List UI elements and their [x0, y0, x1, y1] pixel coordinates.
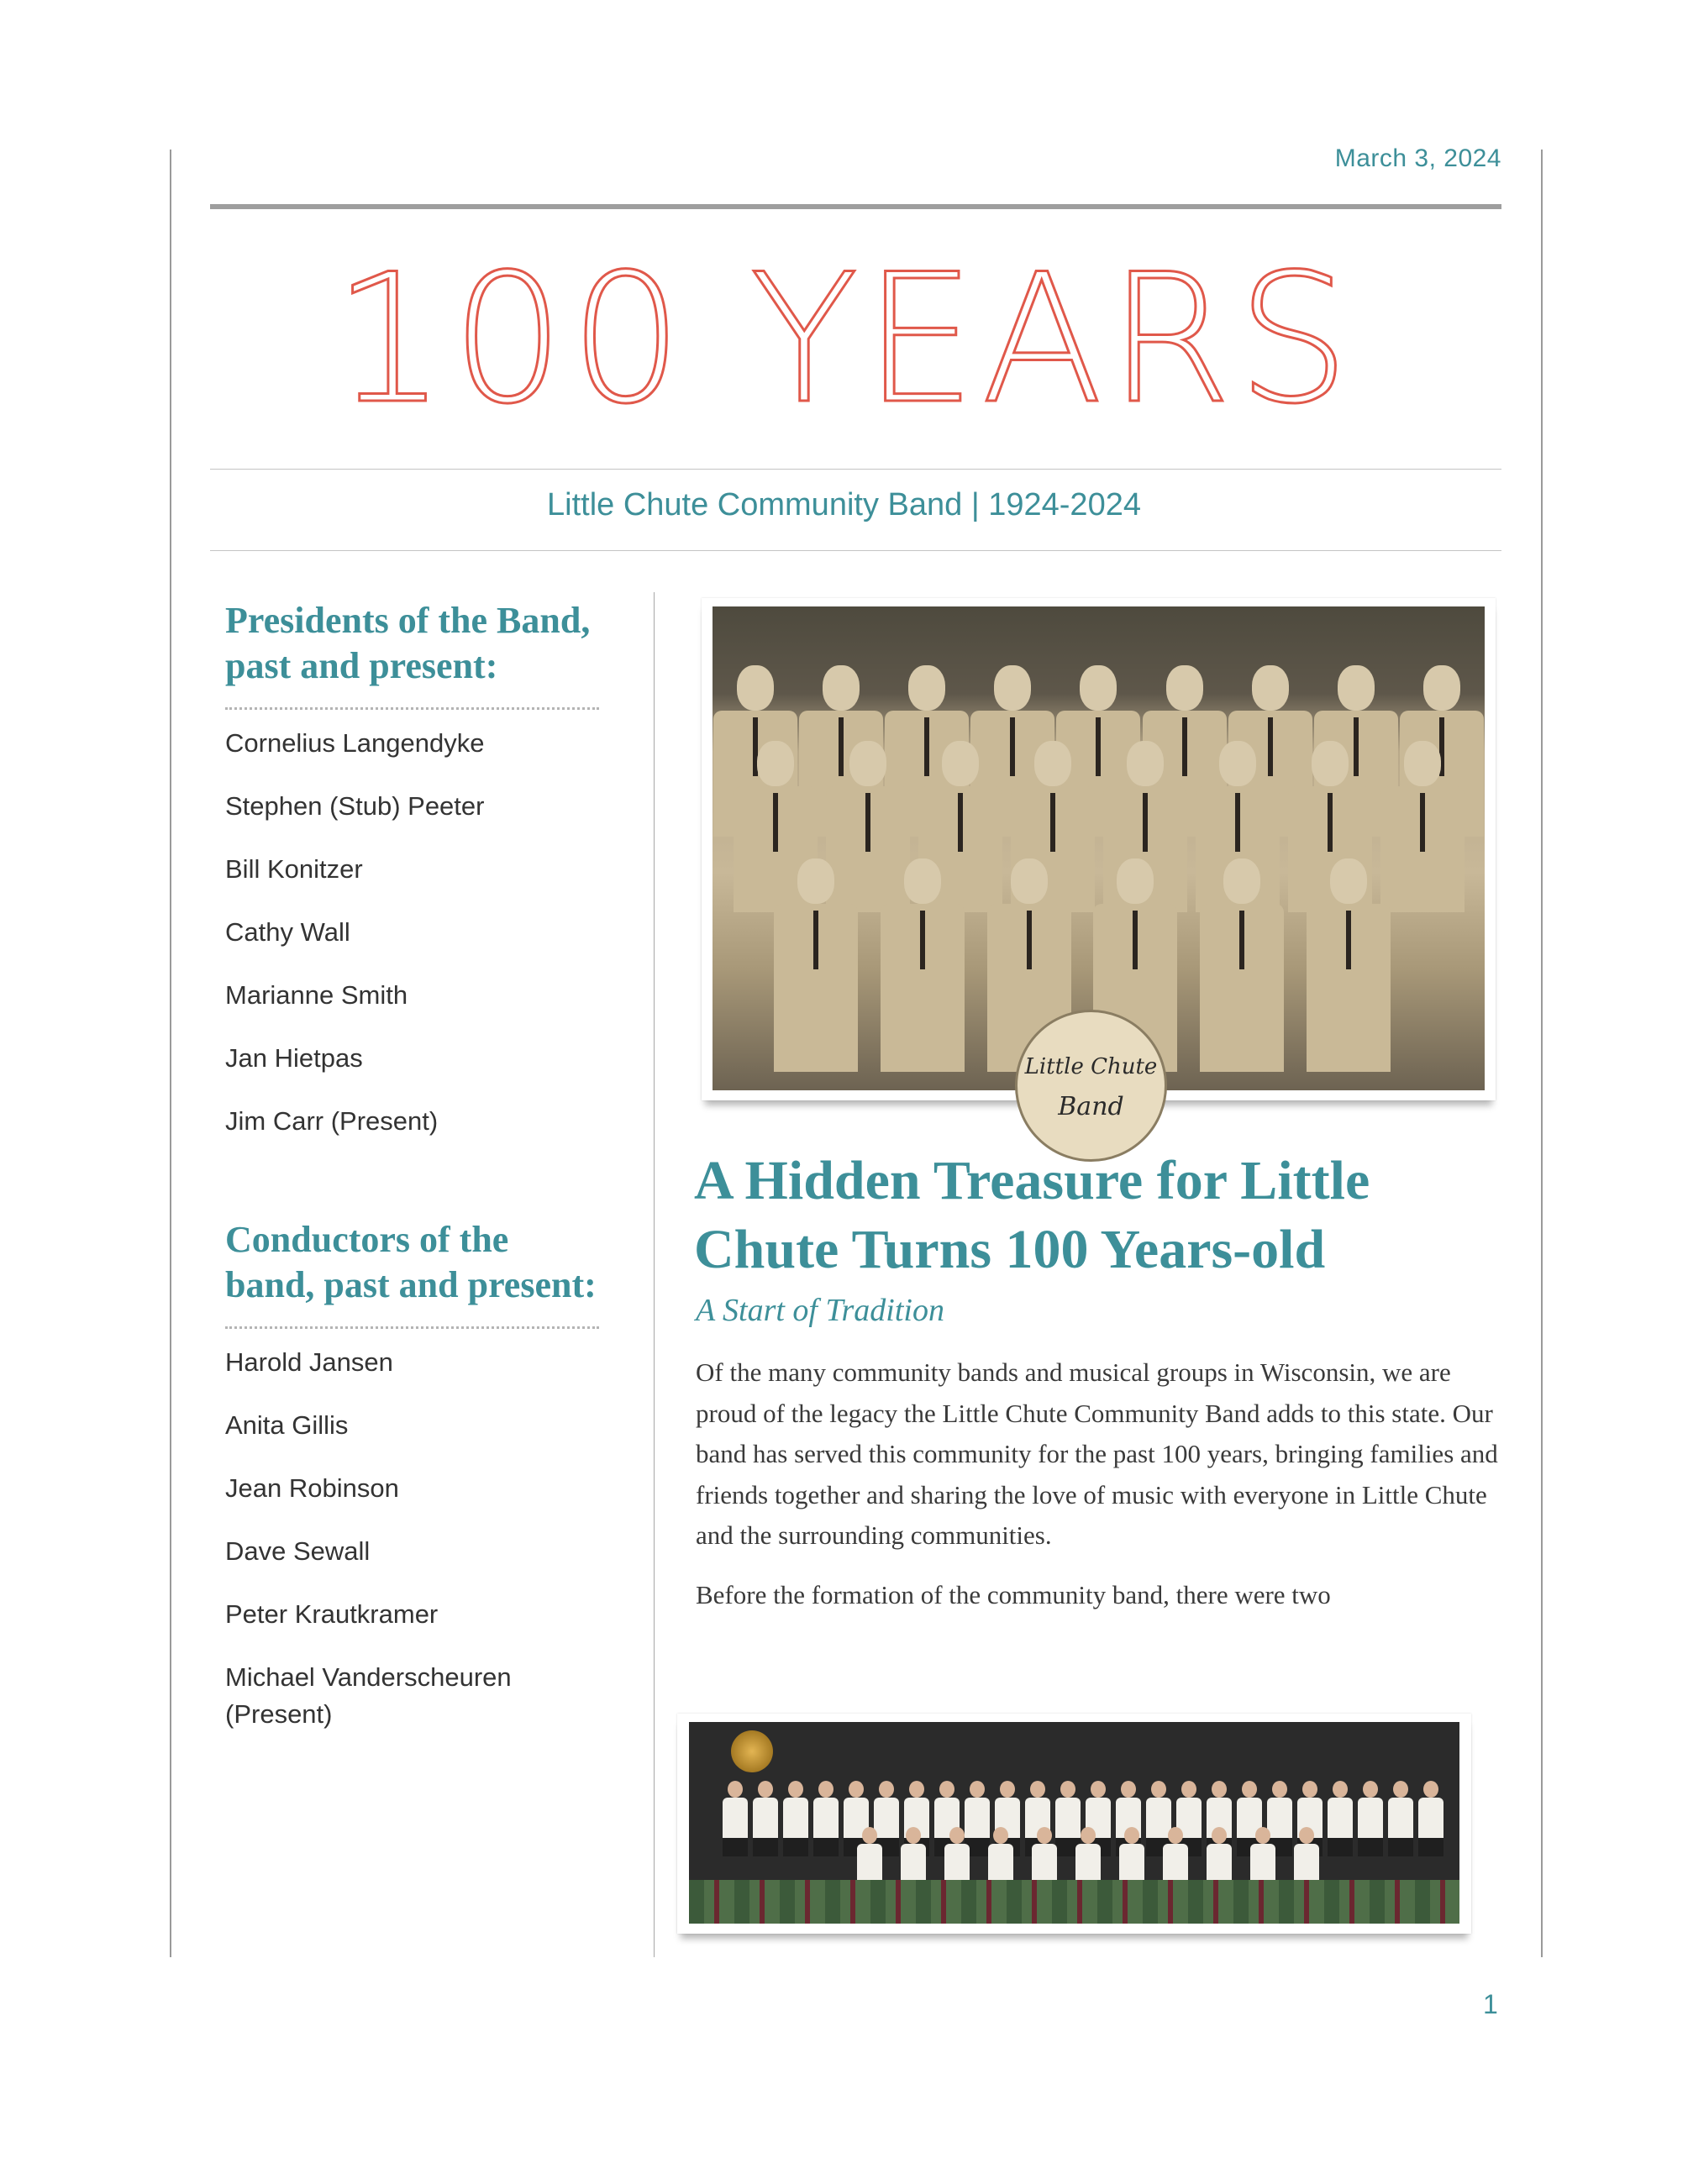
- president-name: Jim Carr (Present): [225, 1106, 439, 1136]
- masthead-title: 100 YEARS: [333, 235, 1355, 443]
- subtitle-bottom-rule: [210, 550, 1501, 551]
- conductor-name: Anita Gillis: [225, 1410, 349, 1440]
- conductor-name: Jean Robinson: [225, 1473, 399, 1503]
- drum-label-line2: Band: [1058, 1092, 1124, 1121]
- presidents-section: [225, 598, 599, 1140]
- article-paragraph: Of the many community bands and musical groups in Wisconsin, we are proud of the legacy the Little Chute Community Band adds to this state. Our band has served this community for the past 100 years, bringing families and friends together and sharing the love of music with everyone in Little Chute and the surrounding communities.: [696, 1357, 1498, 1550]
- president-name: Bill Konitzer: [225, 854, 363, 884]
- presidents-list: [225, 725, 599, 1140]
- conductors-heading: Conductors of the band, past and present:: [225, 1219, 597, 1305]
- band-member-figure: [1102, 858, 1169, 1018]
- title-bottom-rule: [210, 469, 1501, 470]
- page-number: 1: [1483, 1989, 1498, 2019]
- article-headline: A Hidden Treasure for Little Chute Turns 100 Years-old: [694, 1150, 1370, 1280]
- conductors-dotted-divider: [225, 1326, 599, 1329]
- conductor-name: Dave Sewall: [225, 1536, 371, 1566]
- president-name: Cathy Wall: [225, 917, 350, 947]
- column-divider: [654, 592, 655, 1957]
- presidents-heading: Presidents of the Band, past and present:: [225, 600, 591, 686]
- modern-band-photo: [689, 1722, 1459, 1924]
- band-member-figure: [1315, 858, 1382, 1018]
- header-thick-rule: [210, 204, 1501, 209]
- band-member-figure: [782, 858, 849, 1018]
- conductor-name: Michael Vanderscheuren (Present): [225, 1662, 512, 1729]
- conductor-name: Peter Krautkramer: [225, 1599, 439, 1629]
- band-member-figure: [889, 858, 956, 1018]
- issue-date: March 3, 2024: [1334, 144, 1501, 172]
- article-paragraph: Before the formation of the community band, there were two: [696, 1579, 1331, 1609]
- presidents-dotted-divider: [225, 707, 599, 710]
- president-name: Cornelius Langendyke: [225, 728, 485, 758]
- president-name: Marianne Smith: [225, 980, 408, 1010]
- conductors-section: [225, 1217, 599, 1733]
- holiday-garland: [689, 1880, 1459, 1924]
- article-kicker: A Start of Tradition: [696, 1293, 944, 1328]
- president-name: Jan Hietpas: [225, 1043, 363, 1073]
- conductor-name: Harold Jansen: [225, 1347, 393, 1377]
- sidebar: [225, 598, 599, 1759]
- drum-label-line1: Little Chute: [1024, 1054, 1158, 1079]
- bass-drum: [1015, 1010, 1167, 1162]
- photo-front-row: [763, 858, 1401, 1018]
- vintage-band-photo: [713, 606, 1485, 1121]
- band-member-figure: [1208, 858, 1275, 1018]
- tuba-bell: [731, 1730, 773, 1772]
- article-body: [696, 1352, 1502, 1634]
- president-name: Stephen (Stub) Peeter: [225, 791, 485, 821]
- band-member-figure: [996, 858, 1063, 1018]
- masthead-subtitle: Little Chute Community Band | 1924-2024: [547, 487, 1141, 522]
- conductors-list: [225, 1344, 599, 1733]
